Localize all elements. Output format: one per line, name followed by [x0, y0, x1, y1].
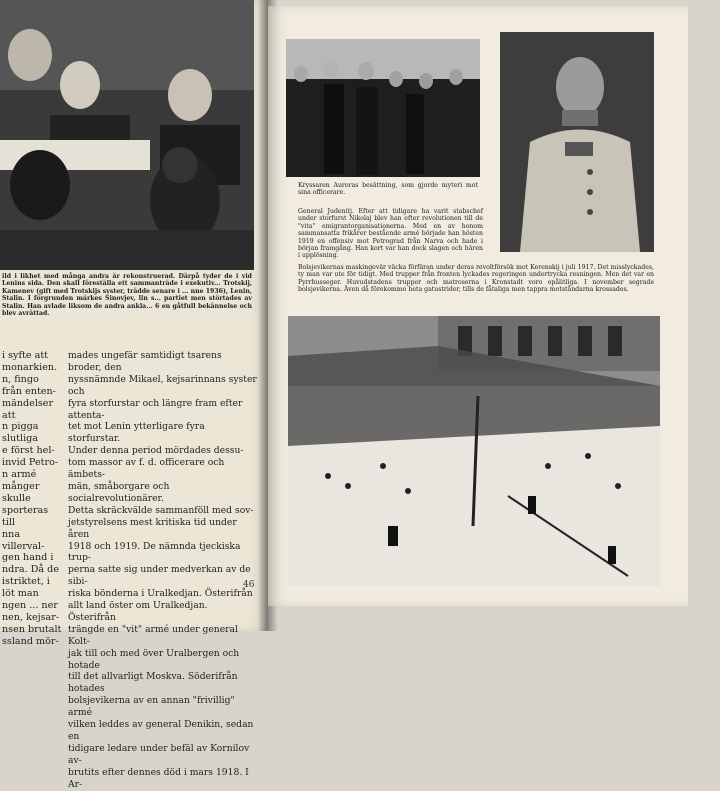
aurora-crew-image [286, 39, 480, 177]
meeting-photo-caption: ild i likhet med många andra är rekonstruerad. Därpå tyder de i vid Lenins sida. Den skall föreställa ett sammanträde i exekutiv... Trotskij, Kamenev (gift med Trotskijs syster, trädde senare i ... nne 1936), Lenin, Stalin. I förgrunden märkes Sinovjev, lin s... partiet men störtades av Stalin. Han avlade liksom de andra ankla... 6 en gåtfull bekännelse och blev avrättad. [2, 273, 252, 318]
street-fighting-image [288, 316, 660, 586]
street-photo-caption: Bolsjevikernas maskingevär väcka förfäran under deras revoltförsök mot Kerenskij i juli 1917. Det misslyckades, ty man var ute för tidigt. Med trupper från fronten lyckades regeringen undertrycka resningen. Men det var en Pyrrhusseger. Huvudstadens trupper och matroserna i Kronstadt voro opålitliga. I november segrade bolsjevikerna. Även då förekommo heta gatustrider, tills de fåtaliga men tappra motståndarna krossades. [298, 264, 654, 294]
left-page [0, 0, 268, 790]
left-column-1: i syfte att monarkien. n, fingo från enten- mändelser att n pigga slutliga e först hel- invid Petro- n armé månger skulle sporteras till nna villerval- gen hand i ndra. Då de istriktet, i löt man ngen ... ner nen, kejsar- nsen brutalt ssland mör- [2, 350, 62, 647]
general-judenitj-photo [500, 32, 654, 252]
aurora-crew-caption: Kryssaren Auroras besättning, som gjorde myteri mot sina officerare. [298, 182, 478, 197]
aurora-crew-photo [286, 39, 480, 177]
left-column-2: mades ungefär samtidigt tsarens broder, den nyssnämnde Mikael, kejsarinnans syster och fyra storfurstar och längre fram efter attenta- tet mot Lenin ytterligare fyra storfurstar. Under denna period mördades dessu- tom massor av f. d. officerare och ämbets- män, småborgare och socialrevolutionärer. Detta skräckvälde sammanföll med sov- jetstyrelsens mest kritiska tid under åren 1918 och 1919. De nämnda tjeckiska trup- perna satte sig under medverkan av de sibi- riska bönderna i Uralkedjan. Österifrån allt land öster om Uralkedjan. Österifrån trängde en "vit" armé under general Kolt- jak till och med över Uralbergen och hotade till det allvarligt Moskva. Söderifrån hotades bolsjevikerna av en annan "frivillig" armé vilken leddes av general Denikin, sedan en tidigare ledare under befäl av Kornilov av- brutits efter dennes död i mars 1918. I Ar- [68, 350, 257, 790]
general-judenitj-caption: General Judenitj. Efter att tidigare ha varit stabschef under storfurst Nikolaj blev han efter revolutionen till de "vita" emigrantorganisationerna. Med en av honom sammansatta frikårer bestående armé började han hösten 1919 en offensiv mot Petrograd från Narva och hade i början framgång. Han kort var han dock slagen och hären i upplösning. [298, 208, 483, 260]
street-fighting-photo [288, 316, 660, 586]
page-number: 46 [243, 580, 255, 590]
meeting-photo [0, 0, 254, 270]
general-judenitj-image [500, 32, 654, 252]
right-page [268, 6, 688, 606]
meeting-photo-image [0, 0, 254, 270]
